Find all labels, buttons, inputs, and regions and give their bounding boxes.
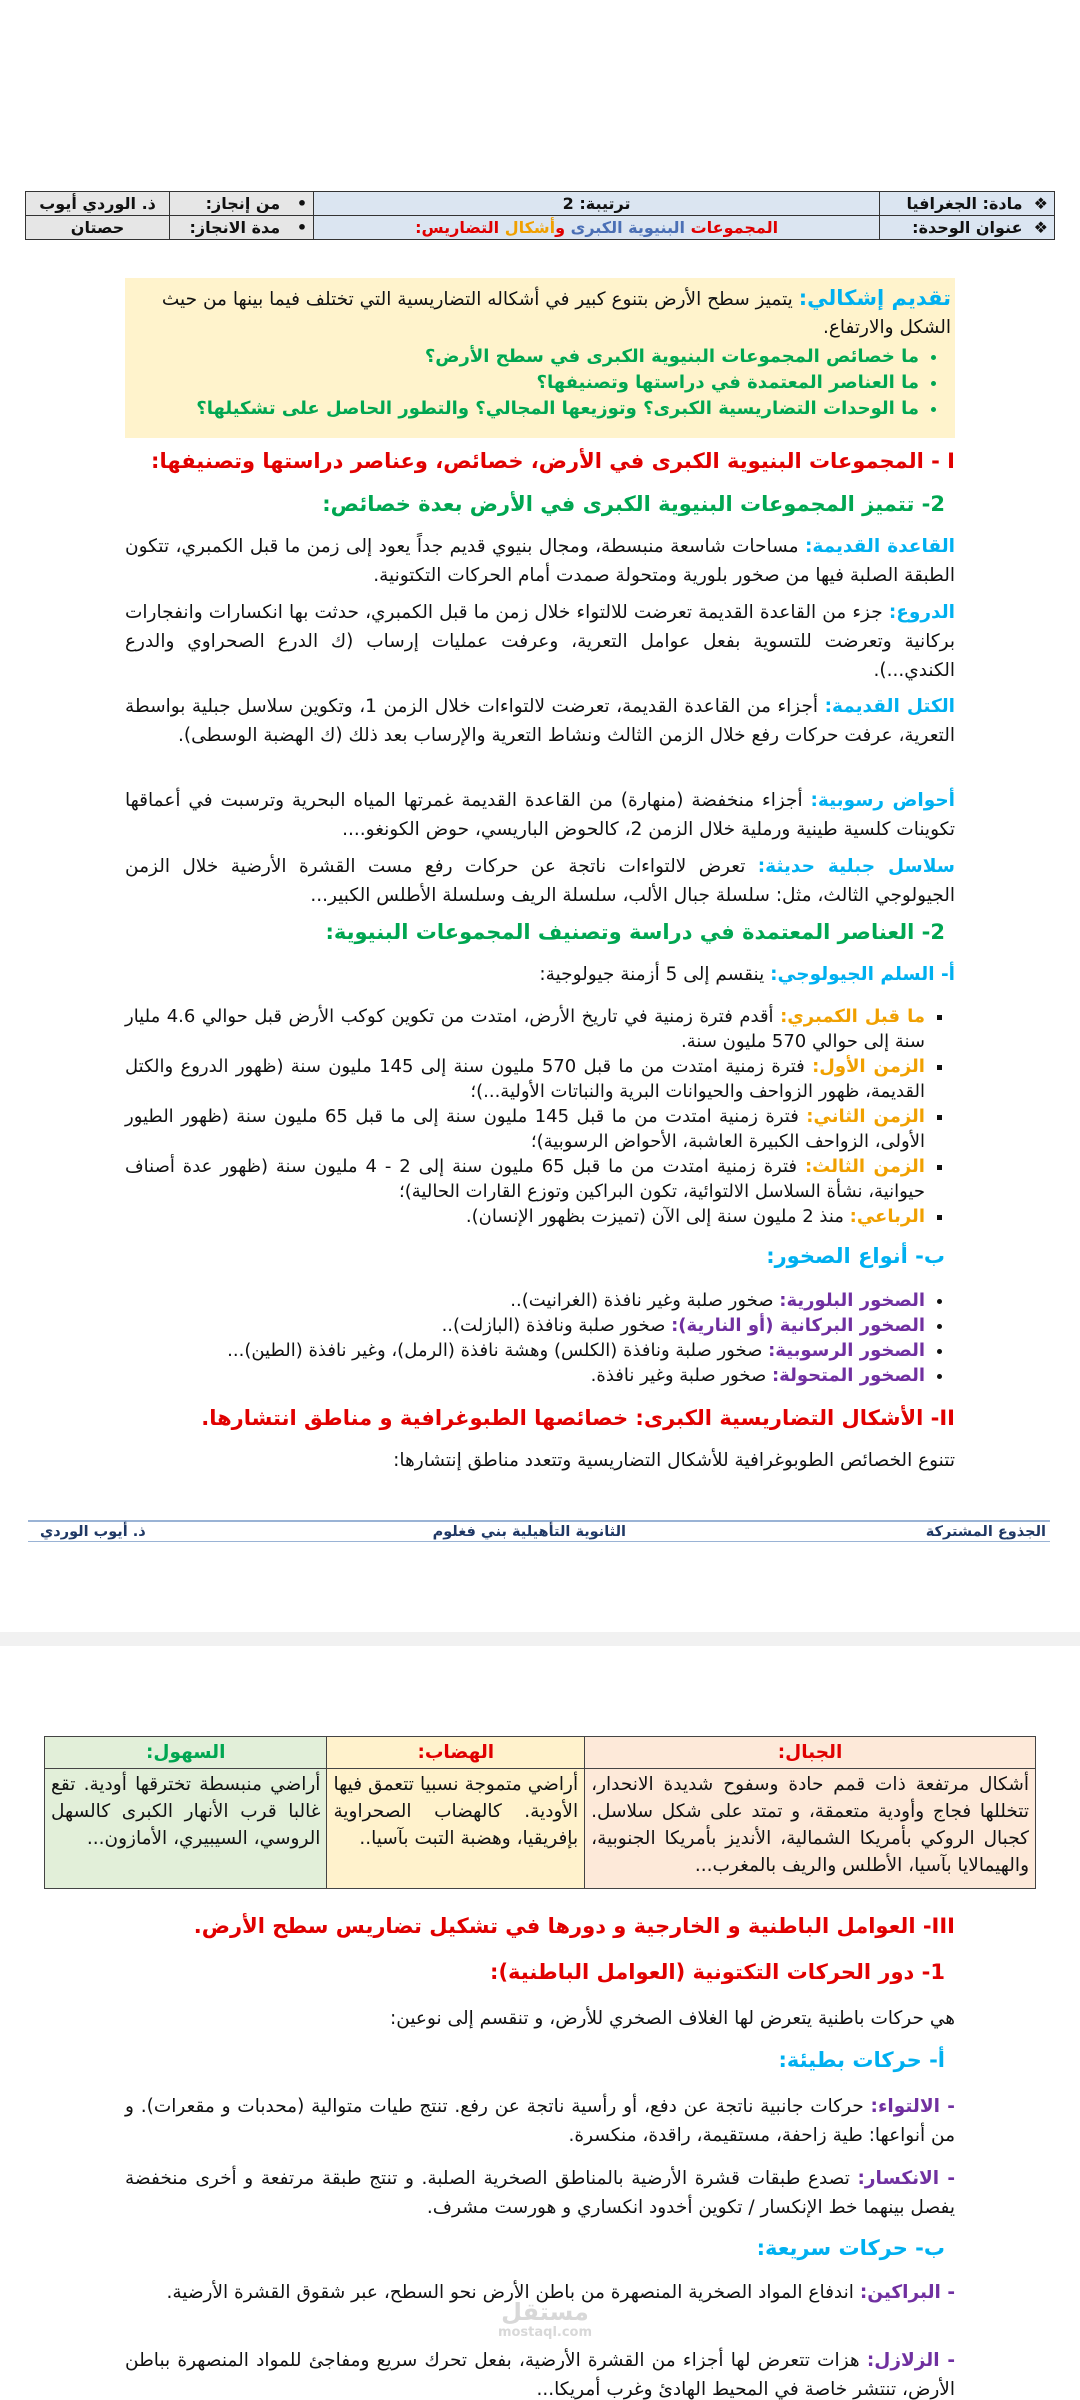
folding-label: - الالتواء: <box>870 2096 955 2117</box>
geologic-scale-heading <box>125 960 955 989</box>
section3-intro: هي حركات باطنية يتعرض لها الغلاف الصخري للأرض، و تنقسم إلى نوعين: <box>390 2008 955 2029</box>
plateaus-header: الهضاب: <box>327 1737 585 1769</box>
plains-cell: أراضي منبسطة تخترقها أودية. تقع غالبا قرب الأنهار الكبرى كالسهل الروسي، السيبيري، الأمازون... <box>45 1769 327 1889</box>
section1-sub2: 2- العناصر المعتمدة في دراسة وتصنيف المجموعات البنيوية: <box>325 920 945 944</box>
plateaus-cell: أراضي متموجة نسبيا تتعمق فيها الأودية. كالهضاب الصحراوية بإفريقيا، وهضبة التبت بآسيا.. <box>327 1769 585 1889</box>
era-item <box>125 1204 925 1229</box>
era-text: أقدم فترة زمنية في تاريخ الأرض، امتدت من تكوين كوكب الأرض قبل حوالي 4.6 مليار سنة إلى حوالي 570 مليون سنة. <box>125 1006 925 1052</box>
rock-types-heading: ب- أنواع الصخور: <box>766 1244 945 1268</box>
paragraph-sedimentary-basins <box>125 786 955 844</box>
duration-label: مدة الانجاز: <box>189 218 281 237</box>
shields-label: الدروع: <box>888 602 955 623</box>
era-text: فترة زمنية امتدت من ما قبل 145 مليون سنة إلى ما قبل 65 مليون سنة (ظهور الطيور الأولى، الزواحف الكبيرة العاشبة، الأحواض الرسوبية)؛ <box>125 1106 925 1152</box>
paragraph-earthquakes <box>125 2346 955 2400</box>
faulting-text: تصدع طبقات قشرة الأرضية بالمناطق الصخرية الصلبة. و تنتج طبقة مرتفعة و أخرى منخفضة يفصل بينهما خط الإنكسار / تكوين أخدود انكساري و هورست مشرف. <box>125 2168 955 2218</box>
bullet-icon: • <box>296 218 308 237</box>
rock-text: صخور صلبة ونافذة (البازلت).. <box>441 1315 666 1336</box>
earthquakes-label: - الزلازل: <box>866 2350 955 2371</box>
era-item <box>125 1154 925 1204</box>
bullet-icon: • <box>296 194 308 213</box>
rock-name: الصخور البركانية (أو النارية): <box>671 1315 925 1336</box>
rock-name: الصخور الرسوبية: <box>768 1340 925 1361</box>
old-base-text: مساحات شاسعة منبسطة، ومجال بنيوي قديم جداً يعود إلى زمن ما قبل الكمبري، تتكون الطبقة الصلبة فيها من صخور بلورية ومتحولة صمدت أمام الحركات التكتونية. <box>125 536 955 586</box>
plains-header: السهول: <box>45 1737 327 1769</box>
mountains-header: الجبال: <box>585 1737 1036 1769</box>
section1-title: I - المجموعات البنيوية الكبرى في الأرض، خصائص، وعناصر دراستها وتصنيفها: <box>151 449 955 473</box>
landforms-table <box>44 1736 1036 1889</box>
slow-movements-heading: أ- حركات بطيئة: <box>778 2048 945 2072</box>
era-text: منذ 2 مليون سنة إلى الآن (تميزت بظهور الإنسان). <box>465 1206 844 1227</box>
intro-question: • ما الوحدات التضاريسية الكبرى؟ وتوزيعها المجالي؟ والتطور الحاصل على تشكيلها؟ <box>129 396 919 422</box>
era-name: الزمن الثاني: <box>806 1106 925 1127</box>
intro-label: تقديم إشكالي: <box>798 286 951 310</box>
basins-text: أجزاء منخفضة (منهارة) من القاعدة القديمة غمرتها المياه البحرية وترسبت في أعماقها تكوينات كلسية طينية ورملية خلال الزمن 2، كالحوض الباريسي، حوض الكونغو.... <box>125 790 955 840</box>
rock-item <box>125 1338 925 1363</box>
unit-title-cell <box>314 216 880 240</box>
era-name: ما قبل الكمبري: <box>780 1006 925 1027</box>
intro-question: • ما خصائص المجموعات البنيوية الكبرى في سطح الأرض؟ <box>129 344 919 370</box>
footer-school: الثانوية التأهيلية بني فغلوم <box>432 1524 626 1540</box>
young-mountains-label: سلاسل جبلية حديثة: <box>757 856 955 877</box>
era-item <box>125 1004 925 1054</box>
watermark-text: مستقل <box>501 2298 589 2326</box>
teacher-cell <box>26 192 170 216</box>
paragraph-old-masses <box>125 692 955 750</box>
volcanoes-text: اندفاع المواد الصخرية المنصهرة من باطن الأرض نحو السطح، عبر شقوق القشرة الأرضية. <box>166 2282 854 2303</box>
section2-text: تتنوع الخصائص الطوبوغرافية للأشكال التضاريسية وتتعدد مناطق إنتشارها: <box>393 1450 955 1471</box>
watermark-logo <box>475 2298 615 2340</box>
unit-label: عنوان الوحدة: <box>912 218 1023 237</box>
era-item <box>125 1054 925 1104</box>
geologic-scale-label: أ- السلم الجيولوجي: <box>770 964 955 985</box>
era-name: الرباعي: <box>849 1206 925 1227</box>
rank-label: ترتيبة: 2 <box>562 194 631 213</box>
teacher-name: ذ. الوردي أيوب <box>39 194 156 213</box>
rank-cell <box>314 192 880 216</box>
rock-text: صخور صلبة وغير نافذة (الغرانيت).. <box>510 1290 774 1311</box>
intro-box <box>125 278 955 438</box>
earthquakes-text: هزات تتعرض لها أجزاء من القشرة الأرضية، بفعل تحرك سريع ومفاجئ للمواد المنصهرة بباطن الأرض، تنتشر خاصة في المحيط الهادئ وغرب أمريكا... <box>125 2350 955 2400</box>
old-masses-label: الكتل القديمة: <box>824 696 955 717</box>
section1-sub1: 2- تتميز المجموعات البنيوية الكبرى في الأرض بعدة خصائص: <box>322 492 945 516</box>
bullet-icon: ❖ <box>1033 194 1048 213</box>
unit-title-part3: أشكال <box>504 218 556 237</box>
young-mountains-text: تعرض لالتواءات ناتجة عن حركات رفع مست القشرة الأرضية خلال الزمن الجيولوجي الثالث، مثل: سلسلة جبال الألب، سلسلة الريف وسلسلة الأطلس الكبير... <box>125 856 955 906</box>
paragraph-shields <box>125 598 955 685</box>
old-masses-text: أجزاء من القاعدة القديمة، تعرضت لالتواءات خلال الزمن 1، وتكوين سلاسل جبلية بواسطة التعرية، عرفت حركات رفع خلال الزمن الثالث ونشاط التعرية والإرساب بعد ذلك (ك الهضبة الوسطى). <box>125 696 955 746</box>
subject-cell <box>880 192 1055 216</box>
paragraph-faulting <box>125 2164 955 2222</box>
rock-text: صخور صلبة وغير نافذة. <box>590 1365 767 1386</box>
unit-label-cell <box>880 216 1055 240</box>
rock-item <box>125 1363 925 1388</box>
era-item <box>125 1104 925 1154</box>
duration-value-cell <box>26 216 170 240</box>
section2-title: II- الأشكال التضاريسية الكبرى: خصائصها الطبوغرافية و مناطق انتشارها. <box>201 1406 955 1430</box>
era-name: الزمن الثالث: <box>804 1156 925 1177</box>
unit-title-and: و <box>555 218 566 237</box>
done-by-label: من إنجاز: <box>205 194 281 213</box>
mountains-cell: أشكال مرتفعة ذات قمم حادة وسفوح شديدة الانحدار، تتخللها فجاج وأودية متعمقة، و تمتد على شكل سلاسل. كجبال الروكي بأمريكا الشمالية، الأنديز بأمريكا الجنوبية، والهيمالايا بآسيا، الأطلس والريف بالمغرب... <box>585 1769 1036 1889</box>
intro-paragraph <box>129 284 951 342</box>
watermark-url: mostaql.com <box>497 2325 593 2340</box>
geologic-scale-text: ينقسم إلى 5 أزمنة جيولوجية: <box>539 964 765 985</box>
duration-label-cell <box>170 216 314 240</box>
geologic-eras-list <box>125 1004 955 1229</box>
folding-text: حركات جانبية ناتجة عن دفع، أو رأسية ناتجة عن رفع. تنتج طيات متوالية (محدبات و مقعرات). و من أنواعها: طية زاحفة، مستقيمة، راقدة، منكسرة. <box>125 2096 955 2146</box>
footer-level: الجذوع المشتركة <box>925 1524 1046 1540</box>
unit-title-part4: التضاريس: <box>415 218 500 237</box>
footer-teacher: ذ. أيوب الوردي <box>40 1524 146 1540</box>
era-text: فترة زمنية امتدت من ما قبل 65 مليون سنة إلى 2 - 4 مليون سنة (ظهور عدة أصناف حيوانية، نشأة السلاسل الالتوائية، تكون البراكين وتوزع القارات الحالية)؛ <box>125 1156 925 1202</box>
rock-text: صخور صلبة ونافذة (الكلس) وهشة نافذة (الرمل)، وغير نافذة (الطين)... <box>227 1340 763 1361</box>
era-text: فترة زمنية امتدت من ما قبل 570 مليون سنة إلى 145 مليون سنة (ظهور الدروع والكتل القديمة، ظهور الزواحف والحيوانات البرية والنباتات الأولية...)؛ <box>125 1056 925 1102</box>
done-by-cell <box>170 192 314 216</box>
section3-sub1: 1- دور الحركات التكتونية (العوامل الباطنية): <box>490 1960 945 1984</box>
paragraph-young-mountains <box>125 852 955 910</box>
shields-text: جزء من القاعدة القديمة تعرضت للالتواء خلال زمن ما قبل الكمبري، حدثت بها انكسارات وانفجارات بركانية وتعرضت للتسوية بفعل عوامل التعرية، وعرفت عمليات إرساب (ك الدرع الصحراوي والدرع الكندي...). <box>125 602 955 681</box>
basins-label: أحواض رسوبية: <box>810 790 956 811</box>
header-table <box>25 191 1055 240</box>
old-base-label: القاعدة القديمة: <box>804 536 955 557</box>
rock-item <box>125 1313 925 1338</box>
fast-movements-heading: ب- حركات سريعة: <box>756 2236 945 2260</box>
rock-types-list <box>125 1288 955 1388</box>
paragraph-old-base <box>125 532 955 590</box>
intro-text: يتميز سطح الأرض بتنوع كبير في أشكاله التضاريسية التي تختلف فيما بينها من حيث الشكل والارتفاع. <box>161 289 951 338</box>
paragraph-folding <box>125 2092 955 2150</box>
intro-question: • ما العناصر المعتمدة في دراستها وتصنيفها؟ <box>129 370 919 396</box>
subject-label: مادة: الجغرافيا <box>906 194 1023 213</box>
intro-questions <box>129 344 951 422</box>
faulting-label: - الانكسار: <box>857 2168 956 2189</box>
section3-title: III- العوامل الباطنية و الخارجية و دورها في تشكيل تضاريس سطح الأرض. <box>193 1914 955 1938</box>
era-name: الزمن الأول: <box>812 1056 925 1077</box>
duration-value: حصتان <box>70 218 125 237</box>
bullet-icon: ❖ <box>1033 218 1048 237</box>
rock-name: الصخور المتحولة: <box>771 1365 925 1386</box>
page-gap <box>0 1632 1080 1646</box>
rock-item <box>125 1288 925 1313</box>
rock-name: الصخور البلورية: <box>779 1290 925 1311</box>
page-footer <box>28 1520 1050 1542</box>
unit-title-part1: المجموعات <box>690 218 779 237</box>
volcanoes-label: - البراكين: <box>859 2282 955 2303</box>
unit-title-part2: البنيوية الكبرى <box>570 218 685 237</box>
